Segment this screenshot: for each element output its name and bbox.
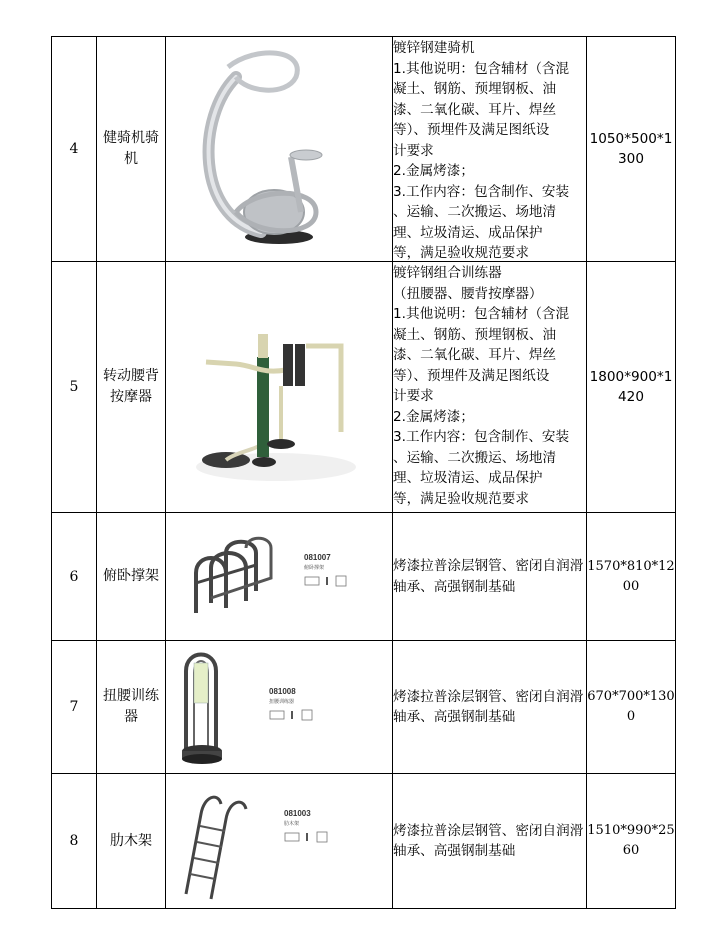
product-code: 081003 [284,809,311,818]
product-caption: 肋木架 [284,821,300,827]
table-row [52,774,676,909]
equipment-description: 镀锌钢建骑机 1.其他说明：包含辅材（含混 凝土、钢筋、预埋钢板、油 漆、二氧化碳、耳片、焊丝 等）、预埋件及满足图纸设 计要求 2.金属烤漆； 3.工作内容：包含制作、安装 、运输、二次搬运、场地清 理、垃圾清运、成品保护 等，满足验收规范要求 [393,37,587,262]
equipment-name: 肋木架 [97,774,166,909]
row-number: 5 [52,262,97,513]
table-row [52,262,676,513]
product-code: 081008 [269,687,296,696]
elliptical-bike-illustration [166,37,392,261]
row-number: 8 [52,774,97,909]
waist-massager-illustration [166,262,392,512]
table-row [52,641,676,774]
row-number: 7 [52,641,97,774]
equipment-name: 转动腰背按摩器 [97,262,166,513]
equipment-name: 扭腰训练器 [97,641,166,774]
equipment-description: 烤漆拉普涂层钢管、密闭自润滑轴承、高强钢制基础 [393,641,587,774]
equipment-spec-table [51,36,676,909]
equipment-image-twister [166,641,393,774]
row-number: 6 [52,513,97,641]
equipment-size: 1510*990*2560 [587,774,676,909]
product-caption: 扭腰训练器 [269,699,295,705]
equipment-size: 670*700*1300 [587,641,676,774]
wall-bars-illustration [166,774,392,908]
twister-illustration [166,641,392,773]
product-code: 081007 [304,553,331,562]
equipment-size: 1800*900*1420 [587,262,676,513]
equipment-image-wall-bars [166,774,393,909]
equipment-description: 烤漆拉普涂层钢管、密闭自润滑轴承、高强钢制基础 [393,513,587,641]
equipment-image-pushup-bar [166,513,393,641]
product-caption: 俯卧撑架 [304,565,325,571]
equipment-description: 烤漆拉普涂层钢管、密闭自润滑轴承、高强钢制基础 [393,774,587,909]
pushup-bar-illustration [166,513,392,640]
equipment-description: 镀锌钢组合训练器 （扭腰器、腰背按摩器） 1.其他说明：包含辅材（含混 凝土、钢筋、预埋钢板、油 漆、二氧化碳、耳片、焊丝 等）、预埋件及满足图纸设 计要求 2.金属烤漆； 3.工作内容：包含制作、安装 、运输、二次搬运、场地清 理、垃圾清运、成品保护 等，满足验收规范要求 [393,262,587,513]
equipment-size: 1050*500*1300 [587,37,676,262]
table-row [52,513,676,641]
equipment-name: 健骑机骑机 [97,37,166,262]
table-row [52,37,676,262]
equipment-image-elliptical [166,37,393,262]
equipment-name: 俯卧撑架 [97,513,166,641]
equipment-image-waist-massager [166,262,393,513]
equipment-size: 1570*810*1200 [587,513,676,641]
row-number: 4 [52,37,97,262]
